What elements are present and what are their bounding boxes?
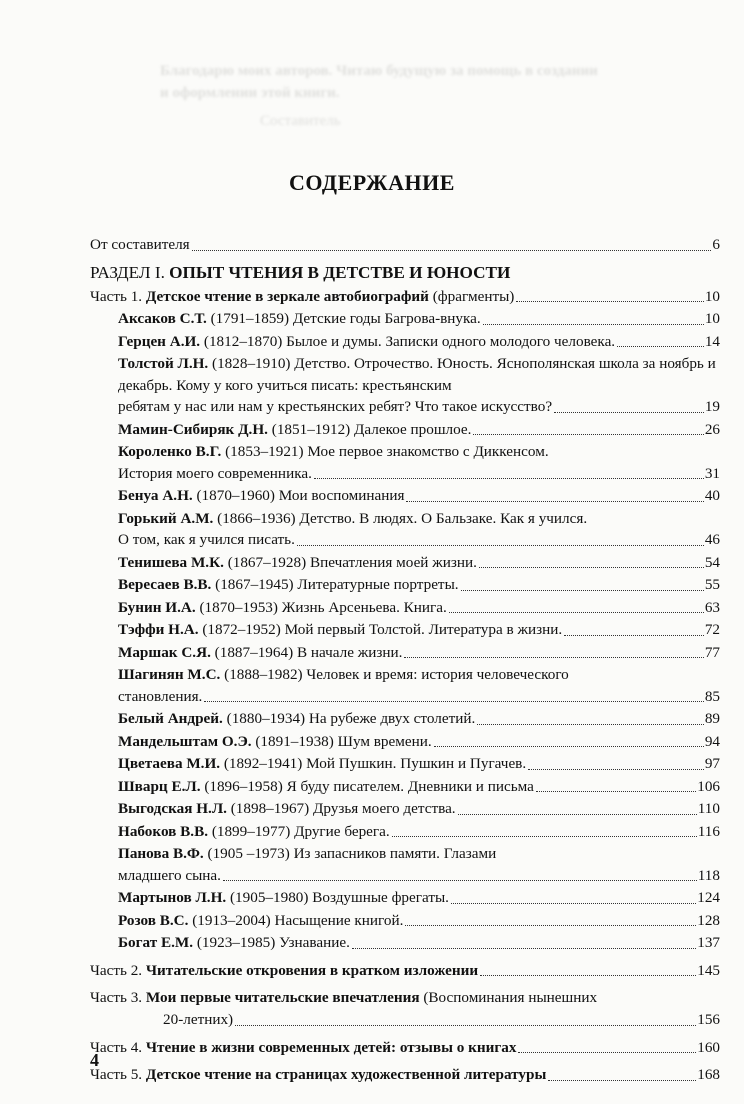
entry-text [118, 708, 475, 730]
toc-intro-page: 6 [712, 236, 720, 253]
entry-years: (1791–1859) [210, 310, 290, 328]
entry-years: (1853–1921) [225, 443, 304, 461]
toc-part-4[interactable] [90, 1037, 720, 1059]
entry-years: (1905–1980) [229, 889, 309, 907]
leader-dots [518, 1051, 696, 1053]
toc-entry[interactable] [90, 574, 720, 596]
entry-author: Маршак С.Я. [118, 643, 211, 661]
entry-line [118, 419, 720, 441]
entry-title: Друзья моего детства. [313, 800, 456, 818]
entry-title: Жизнь Арсеньева. Книга. [281, 598, 447, 616]
part-title: Читательские откровения в кратком изложении [145, 961, 479, 979]
entry-author: Цветаева М.И. [118, 755, 221, 773]
section-heading [90, 260, 720, 286]
entry-line-1 [118, 353, 720, 396]
entry-title: Мой первый Толстой. Литература в жизни. [284, 621, 563, 639]
entry-author: Горький А.М. [118, 509, 214, 527]
part-suffix: (Воспоминания нынешних [423, 989, 598, 1007]
toc-parts [90, 960, 720, 1086]
toc-entry[interactable] [90, 776, 720, 798]
part-page: 168 [697, 1066, 720, 1084]
leader-dots [479, 566, 704, 568]
part-prefix: Часть 4. [90, 1038, 143, 1056]
entry-line [118, 331, 720, 353]
part-text [90, 960, 478, 982]
entry-page: 26 [704, 420, 720, 438]
entry-page: 89 [704, 710, 720, 728]
entry-line [118, 776, 720, 798]
entry-line-2 [118, 396, 720, 418]
entry-title: Из запасников памяти. Глазами [293, 845, 497, 863]
entry-text [118, 753, 526, 775]
leader-dots [405, 924, 696, 926]
entry-author: Тенишева М.К. [118, 553, 224, 571]
entry-years: (1812–1870) [203, 332, 283, 350]
leader-dots [406, 500, 703, 502]
entry-page: 14 [704, 332, 720, 350]
part-prefix: Часть 1. [90, 287, 143, 305]
entry-text [118, 574, 459, 596]
page-title: СОДЕРЖАНИЕ [289, 170, 455, 195]
leader-dots [480, 974, 696, 976]
toc-entry[interactable] [90, 798, 720, 820]
entry-text [118, 887, 449, 909]
entry-author: Выгодская Н.Л. [118, 800, 227, 818]
entry-line-2 [118, 686, 720, 708]
entry-author: Мамин-Сибиряк Д.Н. [118, 420, 268, 438]
entry-page: 19 [704, 398, 720, 416]
section-title: ОПЫТ ЧТЕНИЯ В ДЕТСТВЕ И ЮНОСТИ [169, 262, 511, 282]
leader-dots [528, 768, 704, 770]
entry-title: На рубеже двух столетий. [308, 710, 476, 728]
part-page: 160 [697, 1038, 720, 1056]
entry-title-cont: О том, как я учился писать. [118, 531, 295, 549]
entry-text [118, 331, 615, 353]
entry-author: Набоков В.В. [118, 822, 209, 840]
entry-title-cont: младшего сына. [118, 866, 221, 884]
toc-part-1[interactable] [90, 286, 720, 308]
part-line [90, 1037, 720, 1059]
toc-part-2[interactable] [90, 960, 720, 982]
leader-dots [192, 249, 712, 251]
part-text [90, 1064, 546, 1086]
entry-line [118, 708, 720, 730]
entry-text [118, 485, 404, 507]
part-prefix: Часть 2. [90, 961, 143, 979]
toc-entry[interactable] [90, 843, 720, 886]
entry-author: Мартынов Л.Н. [118, 889, 227, 907]
entry-years: (1899–1977) [211, 822, 291, 840]
entry-title: Мой Пушкин. Пушкин и Пугачев. [306, 755, 527, 773]
entry-author: Панова В.Ф. [118, 845, 204, 863]
entry-text [118, 642, 402, 664]
entry-text [118, 597, 447, 619]
entry-text [118, 552, 477, 574]
entry-line-1 [118, 843, 720, 865]
toc-entry[interactable] [90, 821, 720, 843]
toc-entry[interactable] [90, 353, 720, 418]
entry-line [118, 887, 720, 909]
toc-entry[interactable] [90, 485, 720, 507]
leader-dots [483, 323, 704, 325]
entry-line [118, 821, 720, 843]
entry-text [118, 308, 481, 330]
entry-author: Герцен А.И. [118, 332, 201, 350]
entry-title-cont: ребятам у нас или нам у крестьянских ребят? Что такое искусство? [118, 398, 553, 416]
entry-page: 116 [697, 822, 720, 840]
entry-line-2 [118, 463, 720, 485]
entry-title: Детские годы Багрова-внука. [292, 310, 481, 328]
entry-title: Литературные портреты. [297, 576, 459, 594]
toc-entry[interactable] [90, 887, 720, 909]
entry-author: Мандельштам О.Э. [118, 732, 252, 750]
entry-page: 118 [697, 866, 720, 884]
entry-title: Далекое прошлое. [354, 420, 472, 438]
entry-page: 63 [704, 598, 720, 616]
leader-dots [536, 790, 696, 792]
leader-dots [223, 879, 697, 881]
toc-entry[interactable] [90, 419, 720, 441]
entry-page: 55 [704, 576, 720, 594]
leader-dots [554, 411, 704, 413]
entry-years: (1867–1945) [215, 576, 294, 594]
entry-author: Толстой Л.Н. [118, 355, 209, 373]
toc-entry[interactable] [90, 597, 720, 619]
leader-dots [314, 477, 704, 479]
toc-intro[interactable] [90, 234, 720, 256]
entry-title: Мои воспоминания [278, 487, 405, 505]
entry-years: (1891–1938) [255, 732, 334, 750]
entry-years: (1867–1928) [227, 553, 307, 571]
part-line [90, 1064, 720, 1086]
entry-text [118, 910, 403, 932]
entry-years: (1851–1912) [271, 420, 351, 438]
entry-text [118, 731, 432, 753]
entry-text [118, 419, 471, 441]
entry-author: Шварц Е.Л. [118, 777, 201, 795]
leader-dots [461, 589, 704, 591]
leader-dots [235, 1024, 696, 1026]
entry-line-1 [118, 664, 720, 686]
entry-line-2 [118, 865, 720, 887]
part-title: Детское чтение на страницах художественной литературы [145, 1066, 547, 1084]
entry-author: Бунин И.А. [118, 598, 196, 616]
toc-entry[interactable] [90, 642, 720, 664]
toc-entry[interactable] [90, 753, 720, 775]
entry-title-cont: История моего современника. [118, 464, 312, 482]
page-number: 4 [90, 1050, 99, 1070]
entry-title: Воздушные фрегаты. [312, 889, 449, 907]
leader-dots [617, 345, 704, 347]
toc-entry[interactable] [90, 552, 720, 574]
entry-line-2 [118, 529, 720, 551]
entry-title: Шум времени. [337, 732, 432, 750]
entry-years: (1898–1967) [230, 800, 310, 818]
entry-line [118, 910, 720, 932]
entry-title: Я буду писателем. Дневники и письма [286, 777, 534, 795]
toc-entry[interactable] [90, 508, 720, 551]
toc-entry[interactable] [90, 731, 720, 753]
leader-dots [458, 813, 697, 815]
leader-dots [451, 902, 696, 904]
entry-title: Впечатления моей жизни. [309, 553, 477, 571]
entry-page: 94 [704, 732, 720, 750]
entry-years: (1913–2004) [192, 911, 271, 929]
toc-intro-title: От составителя [90, 236, 190, 253]
part-text [90, 1037, 516, 1059]
entry-title: Детство. Отрочество. Юность. Яснополянская школа за ноябрь и декабрь. Кому у кого учиться писать: крестьянским [118, 355, 716, 394]
entry-page: 110 [697, 800, 720, 818]
toc-entry[interactable] [90, 331, 720, 353]
entry-page: 137 [697, 934, 720, 952]
entry-author: Богат Е.М. [118, 934, 194, 952]
entry-line [118, 753, 720, 775]
entry-page: 97 [704, 755, 720, 773]
leader-dots [392, 835, 697, 837]
part-suffix: (фрагменты) [432, 287, 515, 305]
entry-text [118, 619, 562, 641]
part-page: 156 [697, 1011, 720, 1029]
part-suffix-cont: 20-летних) [163, 1011, 234, 1029]
entry-page: 85 [704, 687, 720, 705]
entry-title: Человек и время: история человеческого [306, 666, 569, 684]
entry-page: 10 [704, 310, 720, 328]
toc-entry[interactable] [90, 308, 720, 330]
leader-dots [477, 723, 704, 725]
entry-years: (1870–1953) [199, 598, 278, 616]
entry-years: (1905 –1973) [207, 845, 290, 863]
entry-page: 54 [704, 553, 720, 571]
toc-entry[interactable] [90, 619, 720, 641]
part-line-2 [90, 1009, 720, 1031]
entry-years: (1896–1958) [204, 777, 283, 795]
leader-dots [434, 745, 704, 747]
entry-author: Бенуа А.Н. [118, 487, 193, 505]
entry-years: (1888–1982) [224, 666, 303, 684]
part-title: Чтение в жизни современных детей: отзывы о книгах [145, 1038, 517, 1056]
leader-dots [297, 544, 704, 546]
show-through-text: Благодарю моих авторов. Читаю будущую за помощь в создании и оформлении этой книги. Составитель [160, 63, 598, 129]
part-prefix: Часть 3. [90, 989, 143, 1007]
entry-line [118, 619, 720, 641]
entry-title-cont: становления. [118, 687, 203, 705]
entry-title: В начале жизни. [296, 643, 403, 661]
entry-years: (1870–1960) [196, 487, 275, 505]
entry-text [118, 821, 390, 843]
entry-line-1 [118, 508, 720, 530]
leader-dots [473, 433, 703, 435]
entry-title: Насыщение книгой. [274, 911, 404, 929]
entry-author: Шагинян М.С. [118, 666, 221, 684]
leader-dots [352, 947, 696, 949]
entry-line [118, 308, 720, 330]
entry-years: (1828–1910) [212, 355, 291, 373]
entry-text [118, 776, 534, 798]
entry-author: Тэффи Н.А. [118, 621, 199, 639]
part-page: 145 [697, 961, 720, 979]
section-prefix: РАЗДЕЛ I. [90, 262, 165, 282]
entry-page: 72 [704, 621, 720, 639]
entry-title: Мое первое знакомство с Диккенсом. [307, 443, 549, 461]
entry-page: 46 [704, 531, 720, 549]
toc-entry[interactable] [90, 441, 720, 484]
entry-author: Короленко В.Г. [118, 443, 222, 461]
entry-line [118, 574, 720, 596]
leader-dots [204, 700, 703, 702]
leader-dots [516, 300, 703, 302]
entry-line [118, 642, 720, 664]
toc-part-5[interactable] [90, 1064, 720, 1086]
entry-title: Былое и думы. Записки одного молодого человека. [286, 332, 616, 350]
entry-title: Узнавание. [279, 934, 350, 952]
entry-author: Вересаев В.В. [118, 576, 212, 594]
entry-years: (1880–1934) [226, 710, 306, 728]
leader-dots [404, 656, 703, 658]
entry-years: (1866–1936) [217, 509, 296, 527]
entry-page: 77 [704, 643, 720, 661]
entry-years: (1892–1941) [223, 755, 303, 773]
entry-years: (1923–1985) [196, 934, 276, 952]
entry-line [118, 932, 720, 954]
leader-dots [548, 1079, 696, 1081]
toc-entry[interactable] [90, 664, 720, 707]
toc-entry[interactable] [90, 910, 720, 932]
entry-author: Аксаков С.Т. [118, 310, 207, 328]
entry-title: Другие берега. [294, 822, 390, 840]
part-page: 10 [704, 287, 720, 305]
part-prefix: Часть 5. [90, 1066, 143, 1084]
entry-title: Детство. В людях. О Бальзаке. Как я учился. [299, 509, 588, 527]
toc-entry[interactable] [90, 708, 720, 730]
entry-line [118, 731, 720, 753]
entry-page: 106 [697, 777, 720, 795]
entry-author: Белый Андрей. [118, 710, 223, 728]
toc-part-3[interactable] [90, 987, 720, 1030]
part-title: Детское чтение в зеркале автобиографий [145, 287, 429, 305]
entry-line [118, 552, 720, 574]
leader-dots [564, 634, 704, 636]
entry-line [118, 485, 720, 507]
entry-line [118, 597, 720, 619]
entry-author: Розов В.С. [118, 911, 189, 929]
entry-line [118, 798, 720, 820]
entry-years: (1887–1964) [214, 643, 294, 661]
part-line [90, 960, 720, 982]
table-of-contents [90, 234, 720, 1086]
entry-page: 128 [697, 911, 720, 929]
toc-entries [90, 308, 720, 954]
toc-entry[interactable] [90, 932, 720, 954]
entry-page: 124 [697, 889, 720, 907]
entry-page: 31 [704, 464, 720, 482]
entry-line-1 [118, 441, 720, 463]
entry-years: (1872–1952) [202, 621, 281, 639]
part-title: Мои первые читательские впечатления [145, 989, 420, 1007]
entry-page: 40 [704, 487, 720, 505]
leader-dots [449, 611, 704, 613]
entry-text [118, 798, 456, 820]
entry-text [118, 932, 350, 954]
part-line [90, 987, 720, 1009]
